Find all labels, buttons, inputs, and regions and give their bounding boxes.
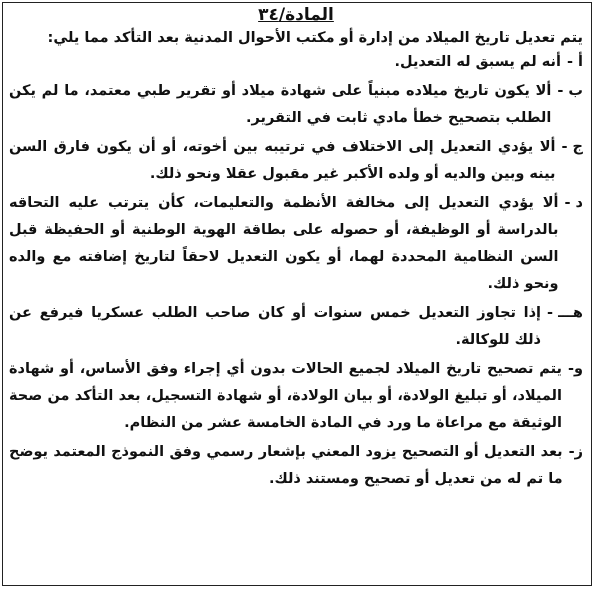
- item-marker: د -: [564, 195, 583, 211]
- item-marker: ج -: [561, 139, 583, 155]
- item-text: أنه لم يسبق له التعديل.: [394, 54, 561, 70]
- item-marker: ب -: [557, 83, 583, 99]
- item-text: بعد التعديل أو التصحيح يزود المعني بإشعار رسمي وفق النموذج المعتمد يوضح ما تم له من تعديل أو تصحيح ومستند ذلك.: [9, 444, 563, 487]
- list-item-dal: [9, 190, 583, 298]
- article-intro: يتم تعديل تاريخ الميلاد من إدارة أو مكتب الأحوال المدنية بعد التأكد مما يلي:: [47, 30, 583, 46]
- list-item-zay: [9, 439, 583, 493]
- list-item-ha: [9, 300, 583, 354]
- list-item-jim: [9, 134, 583, 188]
- item-marker: و-: [567, 361, 583, 377]
- item-text: ألا يؤدي التعديل إلى مخالفة الأنظمة والتعليمات، كأن يترتب عليه التحاقه بالدراسة أو الوظيفة، أو حصوله على بطاقة الهوية الوطنية أو الحفيظة قبل السن النظامية المحددة لهما، أو يكون التعديل لاحقاً لتاريخ إضافته مع والده ونحو ذلك.: [9, 195, 559, 292]
- list-item-ba: [9, 78, 583, 132]
- item-marker: أ -: [566, 54, 583, 70]
- item-marker: هـــ -: [547, 305, 583, 321]
- item-text: يتم تصحيح تاريخ الميلاد لجميع الحالات بدون أي إجراء وفق الأساس، أو شهادة الميلاد، أو تبليغ الولادة، أو بيان الولادة، أو شهادة التسجيل، بعد التأكد من صحة الوثيقة مع مراعاة ما ورد في المادة الخامسة عشر من النظام.: [9, 361, 562, 431]
- item-marker: ز-: [568, 444, 583, 460]
- document-page: [2, 2, 592, 586]
- item-text: ألا يؤدي التعديل إلى الاختلاف في ترتيبه بين أخوته، أو أن يكون فارق السن بينه وبين والديه أو ولده الأكبر غير مقبول عقلا ونحو ذلك.: [9, 139, 556, 182]
- list-item-waw: [9, 356, 583, 437]
- item-text: ألا يكون تاريخ ميلاده مبنياً على شهادة ميلاد أو تقرير طبي معتمد، ما لم يكن الطلب بتصحيح خطأ مادي ثابت في التقرير.: [9, 83, 552, 126]
- item-text: إذا تجاوز التعديل خمس سنوات أو كان صاحب الطلب عسكريا فيرفع عن ذلك للوكالة.: [9, 305, 541, 348]
- list-item-alef: [9, 49, 583, 76]
- article-title: المادة/٣٤: [258, 5, 334, 25]
